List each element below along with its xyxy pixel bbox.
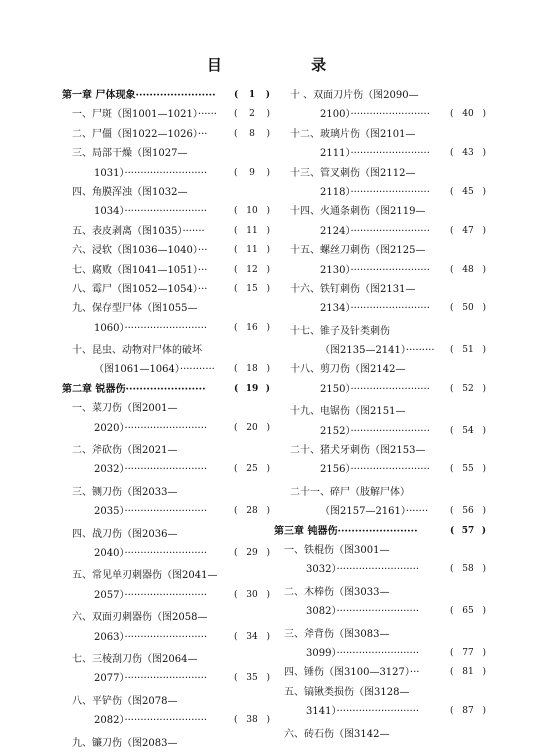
toc-entry-line	[62, 202, 270, 221]
toc-entry-text: 2111）·························	[320, 148, 430, 160]
toc-entry-text: 3099）··························	[306, 647, 420, 659]
toc-entry-text: 1060）··························	[94, 322, 208, 334]
toc-page-number: ( 10 )	[234, 206, 270, 217]
toc-entry-line	[274, 663, 486, 682]
toc-entry-text: 六、浸软（图1036—1040）···	[72, 245, 208, 257]
toc-entry-text: 二、尸僵（图1022—1026）···	[72, 128, 208, 140]
toc-entry-text: 2100）·························	[320, 109, 430, 121]
toc-page-number: ( 43 )	[450, 148, 486, 159]
toc-entry-text: 十 、双面刀片伤（图2090—	[290, 90, 419, 101]
toc-entry-text: 第三章 钝器伤·······················	[274, 525, 418, 537]
toc-entry-line	[62, 525, 270, 544]
toc-page-number: ( 35 )	[234, 673, 270, 684]
toc-page-number: ( 81 )	[450, 667, 486, 678]
toc-entry-text: （图1061—1064）···········	[94, 364, 215, 376]
toc-entry-text: 二、木棒伤（图3033—	[284, 586, 390, 598]
toc-entry-text: 五、表皮剥离（图1035）·······	[72, 225, 205, 237]
toc-page-number: ( 9 )	[234, 167, 270, 178]
toc-entry-line	[62, 544, 270, 563]
toc-entry-text: （图2157—2161）·······	[320, 506, 429, 518]
toc-entry-line	[274, 241, 486, 260]
toc-entry-text: 十七、锥子及针类刺伤	[290, 325, 390, 337]
toc-entry-line	[62, 586, 270, 605]
toc-page-number: ( 54 )	[450, 425, 486, 436]
toc-entry-text: 2077）··························	[94, 673, 208, 685]
toc-entry-text: 五、镐锹类损伤（图3128—	[284, 686, 410, 698]
toc-entry-text: 十九、电锯伤（图2151—	[290, 406, 406, 418]
toc-page-number: ( 2 )	[234, 109, 270, 120]
toc-entry-text: 2020）··························	[94, 422, 208, 434]
toc-page-number: ( 45 )	[450, 186, 486, 197]
toc-entry-line	[62, 711, 270, 730]
toc-entry-text: 三、局部干燥（图1027—	[72, 148, 188, 160]
toc-entry-text: 2057）··························	[94, 589, 208, 601]
toc-entry-line	[62, 280, 270, 299]
toc-page-number: ( 47 )	[450, 225, 486, 236]
toc-entry-line	[62, 566, 270, 585]
toc-entry-text: 二十一、碎尸（肢解尸体）	[290, 486, 410, 498]
toc-entry-text: 十八、剪刀伤（图2142—	[290, 364, 406, 376]
toc-entry-text: 九、保存型尸体（图1055—	[72, 303, 198, 315]
toc-entry-text: 五、常见单刃刺器伤（图2041—	[72, 570, 218, 582]
toc-entry-line	[274, 202, 486, 221]
toc-entry-line	[62, 650, 270, 669]
toc-page-number: ( 29 )	[234, 547, 270, 558]
toc-entry-line	[274, 441, 486, 460]
toc-page-number: ( 15 )	[234, 283, 270, 294]
toc-entry-text: 六、双面刃刺器伤（图2058—	[72, 612, 208, 624]
toc-entry-text: 2124）·························	[320, 225, 430, 237]
toc-entry-line	[274, 280, 486, 299]
toc-entry-line	[274, 702, 486, 721]
toc-entry-text: 2082）··························	[94, 715, 208, 727]
toc-entry-line	[274, 222, 486, 241]
toc-entry-line	[274, 422, 486, 441]
toc-entry-text: 3141）··························	[306, 706, 420, 718]
toc-entry-text: 十四、火通条刺伤（图2119—	[290, 206, 426, 218]
toc-page-number: ( 65 )	[450, 606, 486, 617]
toc-entry-text: 2063）··························	[94, 631, 208, 643]
toc-entry-line	[62, 164, 270, 183]
toc-entry-line	[62, 399, 270, 418]
toc-entry-text: 十二、玻璃片伤（图2101—	[290, 128, 416, 140]
toc-entry-text: 十五、螺丝刀刺伤（图2125—	[290, 245, 426, 257]
toc-entry-text: 3032）··························	[306, 564, 420, 576]
toc-entry-text: 2130）·························	[320, 264, 430, 276]
toc-page-number: ( 19 )	[234, 383, 270, 394]
toc-entry-line	[274, 625, 486, 644]
toc-entry-line	[274, 541, 486, 560]
toc-entry-text: 八、霉尸（图1052—1054）···	[72, 283, 208, 295]
toc-page-number: ( 20 )	[234, 422, 270, 433]
toc-entry-text: 四、战刀伤（图2036—	[72, 528, 178, 540]
toc-entry-text: 第二章 锐器伤·······················	[62, 383, 206, 395]
toc-entry-line	[274, 583, 486, 602]
toc-entry-text: 十三、管叉刺伤（图2112—	[290, 167, 416, 179]
toc-entry-line	[62, 261, 270, 280]
toc-page-number: ( 40 )	[450, 109, 486, 120]
toc-page-number: ( 25 )	[234, 464, 270, 475]
toc-entry-line	[274, 261, 486, 280]
toc-entry-text: 九、镰刀伤（图2083—	[72, 737, 178, 749]
toc-entry-line	[62, 144, 270, 163]
toc-entry-text: 一、铁棍伤（图3001—	[284, 544, 390, 556]
toc-entry-text: 2035）··························	[94, 506, 208, 518]
toc-entry-line	[62, 441, 270, 460]
toc-entry-line	[274, 380, 486, 399]
toc-entry-line	[62, 360, 270, 379]
toc-entry-line	[274, 299, 486, 318]
toc-entry-text: 3082）··························	[306, 606, 420, 618]
toc-entry-line	[274, 144, 486, 163]
toc-entry-text: 2134）·························	[320, 303, 430, 315]
toc-entry-text: 2032）··························	[94, 464, 208, 476]
toc-entry-line	[274, 105, 486, 124]
toc-entry-line	[62, 419, 270, 438]
toc-entry-line	[62, 692, 270, 711]
toc-page-number: ( 52 )	[450, 383, 486, 394]
toc-page-number: ( 11 )	[234, 245, 270, 256]
toc-page-number: ( 8 )	[234, 128, 270, 139]
toc-left-column	[62, 86, 270, 753]
toc-entry-line	[62, 502, 270, 521]
toc-entry-text: 二、斧砍伤（图2021—	[72, 445, 178, 457]
page-title: 目 录	[206, 56, 369, 74]
toc-entry-text: 2156）·························	[320, 464, 430, 476]
toc-page-number: ( 50 )	[450, 303, 486, 314]
toc-entry-line	[62, 483, 270, 502]
toc-entry-text: 八、平铲伤（图2078—	[72, 695, 178, 707]
toc-page-number: ( 87 )	[450, 706, 486, 717]
toc-chapter-line	[62, 86, 270, 105]
toc-page-number: ( 1 )	[234, 90, 270, 100]
toc-entry-line	[62, 105, 270, 124]
toc-page-number: ( 11 )	[234, 225, 270, 236]
toc-entry-text: 二十、猪犬牙刺伤（图2153—	[290, 445, 426, 457]
toc-entry-text: 十、昆虫、动物对尸体的破坏	[72, 345, 202, 357]
toc-page-number: ( 34 )	[234, 631, 270, 642]
toc-entry-line	[62, 608, 270, 627]
toc-entry-line	[62, 222, 270, 241]
toc-page-number: ( 48 )	[450, 264, 486, 275]
toc-entry-line	[62, 628, 270, 647]
toc-entry-text: 六、砖石伤（图3142—	[284, 728, 390, 740]
toc-entry-line	[62, 669, 270, 688]
toc-entry-line	[62, 319, 270, 338]
toc-entry-line	[274, 644, 486, 663]
toc-entry-line	[274, 683, 486, 702]
toc-entry-line	[274, 602, 486, 621]
toc-entry-line	[62, 460, 270, 479]
toc-entry-text: （图2135—2141）·········	[320, 345, 435, 357]
toc-entry-text: 七、三棱刮刀伤（图2064—	[72, 653, 198, 665]
toc-entry-line	[62, 734, 270, 753]
toc-page-number: ( 58 )	[450, 564, 486, 575]
toc-entry-text: 2118）·························	[320, 186, 430, 198]
toc-right-column	[274, 86, 486, 744]
toc-chapter-line	[62, 380, 270, 399]
toc-entry-text: 三、斧背伤（图3083—	[284, 628, 390, 640]
toc-entry-text: 七、腐败（图1041—1051）···	[72, 264, 208, 276]
toc-entry-text: 一、菜刀伤（图2001—	[72, 403, 178, 415]
toc-entry-text: 第一章 尸体现象·······················	[62, 90, 216, 101]
toc-entry-line	[274, 86, 486, 105]
toc-entry-line	[274, 341, 486, 360]
toc-entry-line	[62, 299, 270, 318]
toc-entry-text: 1031）··························	[94, 167, 208, 179]
toc-page-number: ( 77 )	[450, 647, 486, 658]
toc-entry-line	[62, 183, 270, 202]
toc-page-number: ( 57 )	[450, 525, 486, 536]
toc-entry-text: 十六、铁钉刺伤（图2131—	[290, 283, 416, 295]
toc-entry-line	[274, 483, 486, 502]
toc-entry-text: 四、锤伤（图3100—3127）···	[284, 667, 420, 679]
toc-page-number: ( 12 )	[234, 264, 270, 275]
toc-entry-line	[274, 164, 486, 183]
toc-entry-line	[274, 402, 486, 421]
toc-page-number: ( 38 )	[234, 715, 270, 726]
toc-entry-text: 2152）·························	[320, 425, 430, 437]
toc-page-number: ( 55 )	[450, 464, 486, 475]
toc-entry-line	[274, 360, 486, 379]
toc-entry-line	[274, 183, 486, 202]
toc-entry-line	[274, 725, 486, 744]
toc-entry-line	[274, 560, 486, 579]
toc-entry-line	[62, 241, 270, 260]
toc-page-number: ( 51 )	[450, 345, 486, 356]
toc-entry-line	[274, 125, 486, 144]
toc-entry-line	[274, 502, 486, 521]
toc-entry-text: 三、铡刀伤（图2033—	[72, 486, 178, 498]
toc-entry-line	[274, 460, 486, 479]
toc-page-number: ( 28 )	[234, 506, 270, 517]
toc-entry-text: 一、尸斑（图1001—1021）······	[72, 109, 217, 121]
toc-entry-text: 2040）··························	[94, 547, 208, 559]
toc-page-number: ( 30 )	[234, 589, 270, 600]
toc-entry-line	[274, 322, 486, 341]
toc-entry-text: 四、角膜浑浊（图1032—	[72, 186, 188, 198]
toc-entry-line	[62, 125, 270, 144]
toc-page-number: ( 56 )	[450, 506, 486, 517]
toc-entry-text: 1034）··························	[94, 206, 208, 218]
toc-page-number: ( 18 )	[234, 364, 270, 375]
toc-page-number: ( 16 )	[234, 322, 270, 333]
toc-entry-text: 2150）·························	[320, 383, 430, 395]
toc-chapter-line	[274, 522, 486, 541]
toc-entry-line	[62, 341, 270, 360]
